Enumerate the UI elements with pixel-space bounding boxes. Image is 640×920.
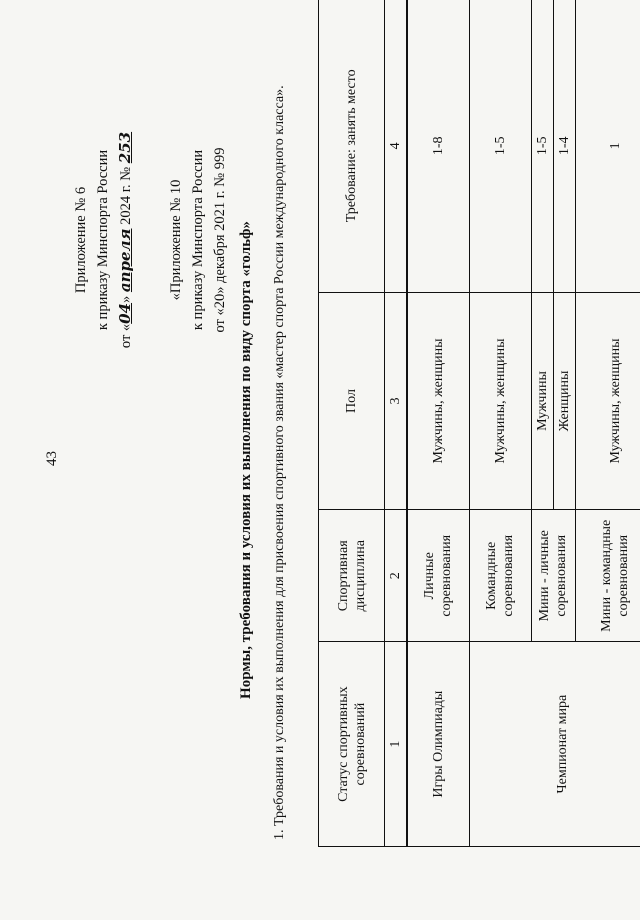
gender-cell: Мужчины (531, 292, 553, 510)
header-place: Требование: занять место (319, 0, 385, 292)
handwritten-day: 04 (116, 302, 134, 324)
handwritten-month: апреля (116, 228, 134, 293)
col-number: 1 (385, 642, 408, 847)
original-order-date: от «20» декабря 2021 г. № 999 (212, 147, 228, 333)
appendix-order-date: от «04» апреля 2024 г. № 253 (116, 131, 134, 349)
discipline-cell: Командные соревнования (469, 510, 531, 642)
gender-cell: Мужчины, женщины (469, 292, 531, 510)
table-row (469, 0, 531, 847)
discipline-cell: Личные соревнования (407, 510, 469, 642)
col-number: 3 (385, 292, 408, 510)
discipline-cell: Мини - командные соревнования (575, 510, 640, 642)
appendix-order-ref: к приказу Минспорта России (95, 149, 111, 331)
col-number: 4 (385, 0, 408, 292)
column-number-row (385, 0, 408, 847)
original-order-ref: к приказу Минспорта России (190, 149, 206, 331)
gender-cell: Женщины (553, 292, 575, 510)
header-discipline: Спортивная дисциплина (319, 510, 385, 642)
place-cell: 1-4 (553, 0, 575, 292)
table-row (407, 0, 469, 847)
status-cell: Чемпионат мира (469, 642, 640, 847)
document-title: Нормы, требования и условия их выполнения по виду спорта «гольф» (238, 221, 254, 699)
place-cell: 1-8 (407, 0, 469, 292)
place-cell: 1-5 (469, 0, 531, 292)
gender-cell: Мужчины, женщины (575, 292, 640, 510)
appendix-number: Приложение № 6 (73, 186, 89, 294)
gender-cell: Мужчины, женщины (407, 292, 469, 510)
col-number: 2 (385, 510, 408, 642)
appendix-header (70, 120, 231, 360)
norms-table (318, 0, 640, 847)
place-cell: 1-5 (531, 0, 553, 292)
page-number: 43 (44, 451, 60, 466)
table-header-row (319, 0, 385, 847)
place-cell: 1 (575, 0, 640, 292)
handwritten-number: 253 (116, 131, 134, 164)
original-appendix-number: «Приложение № 10 (168, 179, 184, 301)
intro-paragraph: 1. Требования и условия их выполнения для присвоения спортивного звания «мастер спорта России международного класса». (272, 85, 287, 840)
header-gender: Пол (319, 292, 385, 510)
header-status: Статус спортивных соревнований (319, 642, 385, 847)
status-cell: Игры Олимпиады (407, 642, 469, 847)
discipline-cell: Мини - личные соревнования (531, 510, 575, 642)
